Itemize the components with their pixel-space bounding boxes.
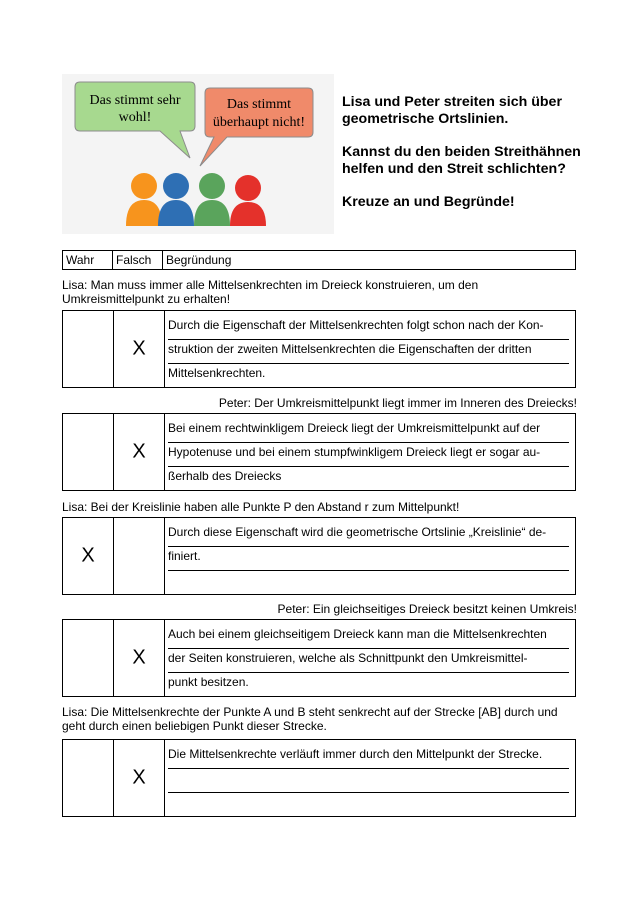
reason-cell[interactable] <box>165 414 575 490</box>
statement-4: Peter: Ein gleichseitiges Dreieck besitzt keinen Umkreis! <box>277 602 577 616</box>
statement-2: Peter: Der Umkreismittelpunkt liegt immer im Inneren des Dreiecks! <box>218 396 577 410</box>
wahr-cell[interactable] <box>63 518 114 594</box>
reason-line: Durch die Eigenschaft der Mittelsenkrechten folgt schon nach der Kon- <box>168 315 569 340</box>
reason-line: ßerhalb des Dreiecks <box>168 466 569 491</box>
falsch-mark: X <box>132 766 146 789</box>
wahr-cell[interactable] <box>63 740 114 816</box>
reason-line: Bei einem rechtwinkligem Dreieck liegt der Umkreismittelpunkt auf der <box>168 418 569 443</box>
wahr-cell[interactable] <box>63 620 114 696</box>
falsch-cell[interactable] <box>114 311 165 387</box>
reason-line: Auch bei einem gleichseitigem Dreieck kann man die Mittelsenkrechten <box>168 624 569 649</box>
answer-row-2 <box>62 413 576 491</box>
intro-line-3: Kreuze an und Begründe! <box>342 194 515 210</box>
falsch-cell[interactable] <box>114 518 165 594</box>
reason-line: der Seiten konstruieren, welche als Schnittpunkt den Umkreismittel- <box>168 648 569 673</box>
reason-line: Die Mittelsenkrechte verläuft immer durch den Mittelpunkt der Strecke. <box>168 744 569 769</box>
bubble-left-text-2: wohl! <box>118 110 152 125</box>
intro-line-2: Kannst du den beiden Streithähnen helfen und den Streit schlichten? <box>342 144 581 177</box>
statement-5: Lisa: Die Mittelsenkrechte der Punkte A und B steht senkrecht auf der Strecke [AB] durch und geht durch einen beliebigen Punkt dieser Strecke. <box>62 705 558 733</box>
falsch-mark: X <box>132 337 146 360</box>
table-header <box>62 250 576 270</box>
answer-row-4 <box>62 619 576 697</box>
bubble-right-text-2: überhaupt nicht! <box>212 115 306 130</box>
bubble-right-text-1: Das stimmt <box>226 97 292 112</box>
reason-line: Mittelsenkrechten. <box>168 363 569 388</box>
reason-line: struktion der zweiten Mittelsenkrechten die Eigenschaften der dritten <box>168 339 569 364</box>
statement-1: Lisa: Man muss immer alle Mittelsenkrechten im Dreieck konstruieren, um den Umkreismittelpunkt zu erhalten! <box>62 278 479 306</box>
reason-cell[interactable] <box>165 518 575 594</box>
reason-cell[interactable] <box>165 740 575 816</box>
intro-line-1: Lisa und Peter streiten sich über geometrische Ortslinien. <box>342 94 562 127</box>
worksheet-header <box>62 74 582 234</box>
reason-line: Hypotenuse und bei einem stumpfwinkligem Dreieck liegt er sogar au- <box>168 442 569 467</box>
bubble-left-text-1: Das stimmt sehr <box>89 93 181 108</box>
wahr-mark: X <box>81 544 95 567</box>
wahr-cell[interactable] <box>63 311 114 387</box>
header-falsch: Falsch <box>113 251 163 269</box>
falsch-mark: X <box>132 440 146 463</box>
reason-cell[interactable] <box>165 311 575 387</box>
answer-row-3 <box>62 517 576 595</box>
reason-line: Durch diese Eigenschaft wird die geometrische Ortslinie „Kreislinie“ de- <box>168 522 569 547</box>
reason-cell[interactable] <box>165 620 575 696</box>
answer-row-1 <box>62 310 576 388</box>
instructions <box>342 94 592 211</box>
falsch-cell[interactable] <box>114 414 165 490</box>
header-wahr: Wahr <box>63 251 113 269</box>
statement-3: Lisa: Bei der Kreislinie haben alle Punkte P den Abstand r zum Mittelpunkt! <box>62 500 460 514</box>
reason-line: punkt besitzen. <box>168 672 569 697</box>
header-begruendung: Begründung <box>166 253 232 267</box>
reason-line <box>168 792 569 817</box>
falsch-cell[interactable] <box>114 740 165 816</box>
reason-line <box>168 570 569 595</box>
wahr-cell[interactable] <box>63 414 114 490</box>
reason-line: finiert. <box>168 546 569 571</box>
answer-row-5 <box>62 739 576 817</box>
falsch-mark: X <box>132 646 146 669</box>
falsch-cell[interactable] <box>114 620 165 696</box>
arguing-people-illustration <box>62 74 334 234</box>
reason-line <box>168 768 569 793</box>
